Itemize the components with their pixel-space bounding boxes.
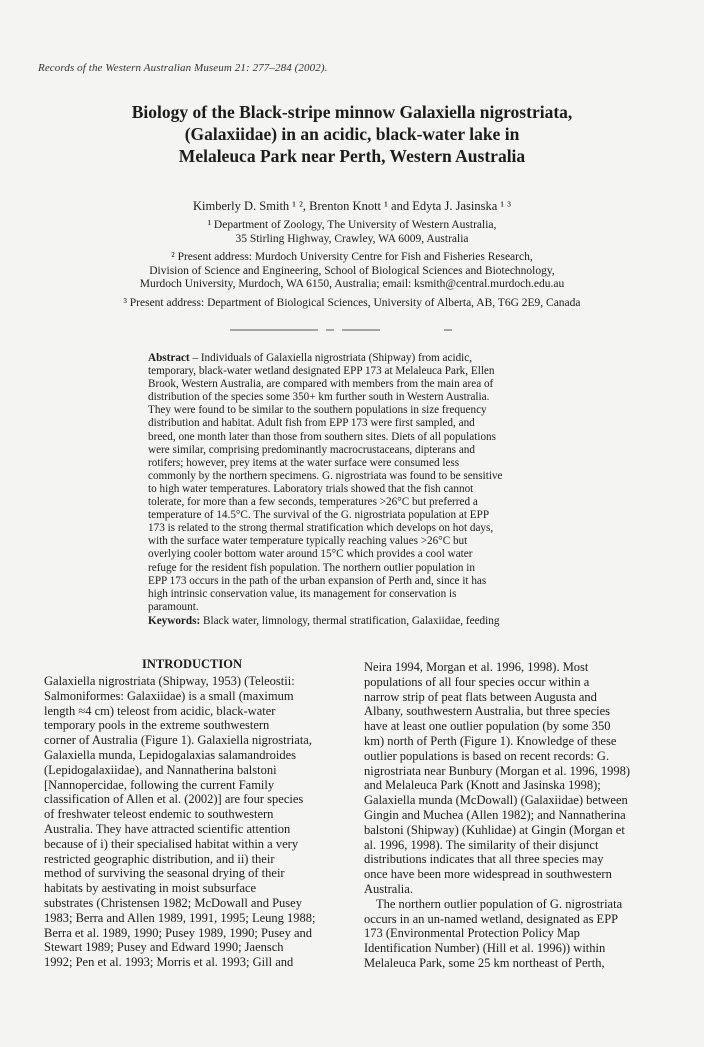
abstract-line: to high water temperatures. Laboratory trials showed that the fish cannot (148, 482, 474, 495)
body-line: 1992; Pen et al. 1993; Morris et al. 1993; Gill and (44, 955, 294, 970)
abstract-line: temperature of 14.5°C. The survival of the G. nigrostriata population at EPP (148, 509, 490, 522)
abstract-line: distribution and habitat. Adult fish from EPP 173 were first sampled, and (148, 417, 475, 430)
body-line: Melaleuca Park, some 25 km northeast of Perth, (364, 955, 605, 970)
abstract-line: refuge for the resident fish population. The northern outlier population in (148, 561, 475, 574)
body-line: Salmoniformes: Galaxiidae) is a small (maximum (44, 688, 294, 703)
abstract-line: overlying cooler bottom water around 15°C which provides a cool water (148, 548, 473, 561)
abstract (148, 352, 558, 614)
body-line: Galaxiella munda, Lepidogalaxias salamandroides (44, 747, 296, 762)
journal-reference: Records of the Western Australian Museum 21: 277–284 (2002). (38, 62, 328, 74)
body-line: populations of all four species occur within a (364, 674, 590, 689)
body-column-right (364, 660, 660, 971)
section-divider (230, 327, 460, 333)
affiliation-3 (60, 297, 644, 311)
body-line: Galaxiella nigrostriata (Shipway, 1953) (Teleostii: (44, 674, 295, 688)
body-line: distributions indicates that all three species may (364, 852, 604, 867)
body-line: (Lepidogalaxiidae), and Nannatherina balstoni (44, 762, 277, 777)
body-line: narrow strip of peat flats between Augusta and (364, 689, 597, 704)
affiliation-line: ³ Present address: Department of Biological Sciences, University of Alberta, AB, T6G 2E9, Canada (123, 297, 581, 309)
abstract-line: commonly by the northern specimens. G. nigrostriata was found to be sensitive (148, 469, 503, 482)
title-line: (Galaxiidae) in an acidic, black-water lake in (184, 124, 520, 144)
abstract-line: with the surface water temperature typically reaching values >26°C but (148, 535, 468, 548)
body-line: Australia. They have attracted scientific attention (44, 821, 291, 836)
body-line: Galaxiella munda (McDowall) (Galaxiidae) between (364, 793, 628, 808)
title-line: Melaleuca Park near Perth, Western Australia (178, 146, 526, 166)
abstract-line: EPP 173 occurs in the path of the urban expansion of Perth and, since it has (148, 574, 487, 587)
body-line: Albany, southwestern Australia, but three species (364, 704, 611, 719)
article-title (80, 101, 624, 167)
abstract-line: paramount. (148, 600, 199, 613)
abstract-line: Brook, Western Australia, are compared with members from the main area of (148, 378, 494, 391)
body-line: length ≈4 cm) teleost from acidic, black-water (44, 703, 276, 718)
body-line: substrates (Christensen 1982; McDowall and Pusey (44, 895, 302, 910)
body-line: nigrostriata near Bunbury (Morgan et al. 1996, 1998) (364, 763, 631, 778)
body-line: have at least one outlier population (by some 350 (364, 719, 611, 734)
body-line: occurs in an un-named wetland, designated as EPP (364, 911, 619, 926)
body-line: habitats by aestivating in moist subsurface (44, 881, 257, 896)
affiliation-line: ¹ Department of Zoology, The University of Western Australia, (207, 219, 497, 231)
title-line: Biology of the Black-stripe minnow Galaxiella nigrostriata, (131, 102, 573, 122)
body-line: 1983; Berra and Allen 1989, 1991, 1995; Leung 1988; (44, 910, 316, 925)
body-line: al. 1996, 1998). The similarity of their disjunct (364, 837, 599, 852)
body-line: Stewart 1989; Pusey and Edward 1990; Jaensch (44, 940, 284, 955)
abstract-line: breed, one month later than those from southern sites. Diets of all populations (148, 430, 496, 443)
abstract-line: temporary, black-water wetland designated EPP 173 at Melaleuca Park, Ellen (148, 365, 495, 378)
body-line: classification of Allen et al. (2002)] are four species (44, 792, 304, 807)
abstract-line: high intrinsic conservation value, its management for conservation is (148, 587, 457, 600)
abstract-line: were similar, comprising predominantly macrocrustaceans, dipterans and (148, 443, 475, 456)
abstract-line: They were found to be similar to the southern populations in size frequency (148, 404, 487, 417)
body-line: 173 (Environmental Protection Policy Map (364, 926, 580, 941)
affiliation-line: Murdoch University, Murdoch, WA 6150, Australia; email: ksmith@central.murdoch.edu.au (139, 278, 565, 290)
body-line: The northern outlier population of G. nigrostriata (376, 896, 623, 911)
abstract-label: Abstract (148, 352, 190, 364)
body-line: temporary pools in the extreme southwestern (44, 718, 270, 733)
body-line: restricted geographic distribution, and ii) their (44, 851, 275, 866)
body-line: outlier populations is based on recent records: G. (364, 748, 610, 763)
affiliation-line: Division of Science and Engineering, School of Biological Sciences and Biotechnology, (149, 264, 555, 277)
body-line: Australia. (364, 881, 413, 896)
affiliation-line: 35 Stirling Highway, Crawley, WA 6009, Australia (235, 232, 469, 245)
body-line: balstoni (Shipway) (Kuhlidae) at Gingin (Morgan et (364, 822, 625, 837)
abstract-line: rotifers; however, prey items at the water surface were consumed less (148, 456, 460, 469)
abstract-line: 173 is related to the strong thermal stratification which develops on hot days, (148, 522, 494, 535)
author-list: Kimberly D. Smith ¹ ², Brenton Knott ¹ and Edyta J. Jasinska ¹ ³ (192, 199, 512, 213)
keywords-label: Keywords: (148, 615, 201, 627)
body-line: once have been more widespread in southwestern (364, 867, 612, 882)
body-line: Identification Number) (Hill et al. 1996)) within (364, 941, 606, 956)
body-line: Neira 1994, Morgan et al. 1996, 1998). Most (364, 660, 589, 674)
body-line: corner of Australia (Figure 1). Galaxiella nigrostriata, (44, 733, 312, 748)
body-line: [Nannopercidae, following the current Family (44, 777, 275, 792)
body-line: km) north of Perth (Figure 1). Knowledge of these (364, 733, 617, 748)
body-line: of freshwater teleost endemic to southwestern (44, 807, 274, 822)
affiliation-2 (60, 251, 644, 292)
affiliation-line: ² Present address: Murdoch University Centre for Fish and Fisheries Research, (171, 251, 533, 263)
abstract-line: distribution of the species some 350+ km further south in Western Australia. (148, 391, 490, 404)
keywords (148, 615, 499, 627)
abstract-line: tolerate, for more than a few seconds, temperatures >26°C but preferred a (148, 496, 478, 509)
body-line: Berra et al. 1989, 1990; Pusey 1989, 1990; Pusey and (44, 925, 313, 940)
section-heading-introduction: INTRODUCTION (141, 657, 242, 671)
affiliation-1 (60, 219, 644, 246)
body-line: and Melaleuca Park (Knott and Jasinska 1998); (364, 778, 601, 793)
body-line: Gingin and Muchea (Allen 1982); and Nannatherina (364, 807, 626, 822)
body-column-left (44, 674, 340, 970)
body-line: because of i) their specialised habitat within a very (44, 836, 299, 851)
keywords-text: Black water, limnology, thermal stratification, Galaxiidae, feeding (203, 615, 500, 627)
body-line: method of surviving the seasonal drying of their (44, 866, 285, 881)
abstract-line: Abstract – Individuals of Galaxiella nigrostriata (Shipway) from acidic, (148, 352, 473, 364)
